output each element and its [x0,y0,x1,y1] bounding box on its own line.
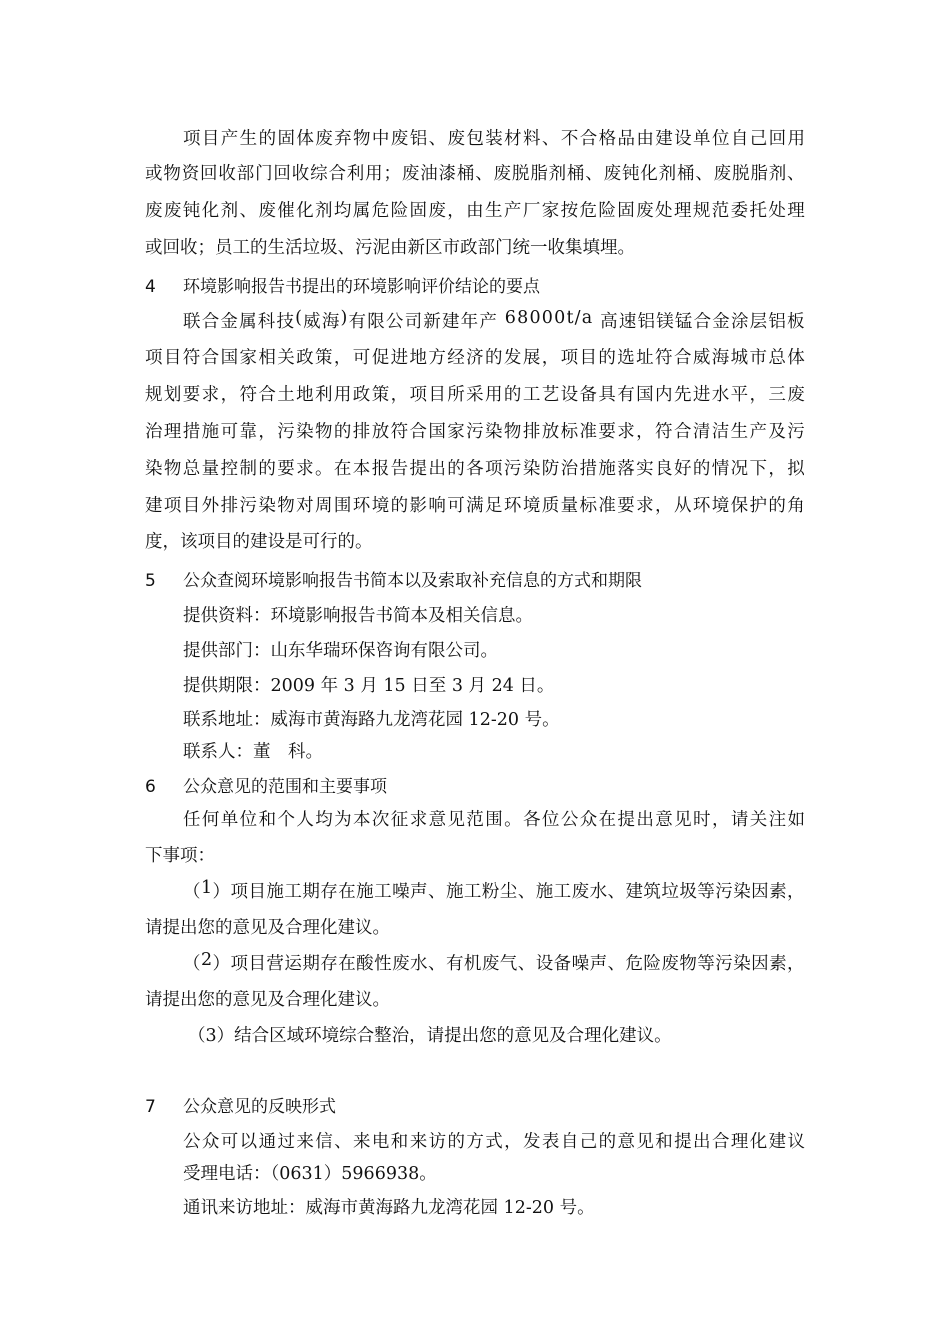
section-heading-5 [145,566,642,591]
paragraph-line: 治 理 措 施 可 靠 ， 污 染 物 的 排 放 符 合 国 家 污 染 物 排 放 标 准 要 求 ， 符 合 清 洁 生 产 及 污 [145,422,805,442]
section-title: 公众意见的反映形式 [183,1097,336,1117]
info-line: 提供资料：环境影响报告书简本及相关信息。 [183,606,533,626]
paragraph-line: 联 合 金 属 科 技 ( 威 海 ) 有 限 公 司 新 建 年 产 6 8 0 0 0 t / a 高 速 铝 镁 锰 合 金 涂 层 铝 板 [183,308,805,332]
paragraph-line: 建 项 目 外 排 污 染 物 对 周 围 环 境 的 影 响 可 满 足 环 境 质 量 标 准 要 求 ， 从 环 境 保 护 的 角 [145,496,805,516]
paragraph-line: 项 目 符 合 国 家 相 关 政 策 ， 可 促 进 地 方 经 济 的 发 展 ， 项 目 的 选 址 符 合 威 海 城 市 总 体 [145,348,805,368]
section-heading-6 [145,772,387,797]
section-number: 4 [145,277,156,297]
section-title: 环境影响报告书提出的环境影响评价结论的要点 [183,277,540,297]
paragraph-line: 公 众 可 以 通 过 来 信 、 来 电 和 来 访 的 方 式 ， 发 表 自 己 的 意 见 和 提 出 合 理 化 建 议 [183,1132,805,1152]
section-heading-7 [145,1092,336,1117]
info-line: 通讯来访地址：威海市黄海路九龙湾花园 12-20 号。 [183,1198,595,1218]
paragraph-line: 任 何 单 位 和 个 人 均 为 本 次 征 求 意 见 范 围 。 各 位 公 众 在 提 出 意 见 时 ， 请 关 注 如 [183,810,805,830]
paragraph-line: 下事项： [145,846,215,866]
paragraph-line: 或回收；员工的生活垃圾、污泥由新区市政部门统一收集填埋。 [145,238,635,258]
paragraph-line: 或 物 资 回 收 部 门 回 收 综 合 利 用 ； 废 油 漆 桶 、 废 脱 脂 剂 桶 、 废 钝 化 剂 桶 、 废 脱 脂 剂 、 [145,164,805,184]
paragraph-line: 项 目 产 生 的 固 体 废 弃 物 中 废 铝 、 废 包 装 材 料 、 不 合 格 品 由 建 设 单 位 自 己 回 用 [183,129,805,149]
paragraph-line: 请提出您的意见及合理化建议。 [145,990,390,1010]
paragraph-line: 废 废 钝 化 剂 、 废 催 化 剂 均 属 危 险 固 废 ， 由 生 产 厂 家 按 危 险 固 废 处 理 规 范 委 托 处 理 [145,201,805,221]
info-line: 提供部门：山东华瑞环保咨询有限公司。 [183,641,498,661]
paragraph-line: 度，该项目的建设是可行的。 [145,532,373,552]
info-line: 联系人：董 科。 [183,742,323,762]
paragraph-line: 规 划 要 求 ， 符 合 土 地 利 用 政 策 ， 项 目 所 采 用 的 工 艺 设 备 具 有 国 内 先 进 水 平 ， 三 废 [145,385,805,405]
section-title: 公众查阅环境影响报告书简本以及索取补充信息的方式和期限 [183,571,642,591]
paragraph-line: 染 物 总 量 控 制 的 要 求 。 在 本 报 告 提 出 的 各 项 污 染 防 治 措 施 落 实 良 好 的 情 况 下 ， 拟 [145,459,805,479]
info-line: 受理电话：（0631）5966938。 [183,1164,437,1184]
section-number: 6 [145,777,156,797]
paragraph-line: （ 1 ） 项 目 施 工 期 存 在 施 工 噪 声 、 施 工 粉 尘 、 施 工 废 水 、 建 筑 垃 圾 等 污 染 因 素 ， [183,878,805,902]
info-line: 提供期限：2009 年 3 月 15 日至 3 月 24 日。 [183,676,555,696]
paragraph-line: 请提出您的意见及合理化建议。 [145,918,390,938]
paragraph-line: （ 2 ） 项 目 营 运 期 存 在 酸 性 废 水 、 有 机 废 气 、 设 备 噪 声 、 危 险 废 物 等 污 染 因 素 ， [183,950,805,974]
section-title: 公众意见的范围和主要事项 [183,777,387,797]
info-line: 联系地址：威海市黄海路九龙湾花园 12-20 号。 [183,710,560,730]
section-number: 5 [145,571,156,591]
section-heading-4 [145,272,540,297]
section-number: 7 [145,1097,156,1117]
paragraph-line: （3）结合区域环境综合整治，请提出您的意见及合理化建议。 [188,1026,672,1046]
